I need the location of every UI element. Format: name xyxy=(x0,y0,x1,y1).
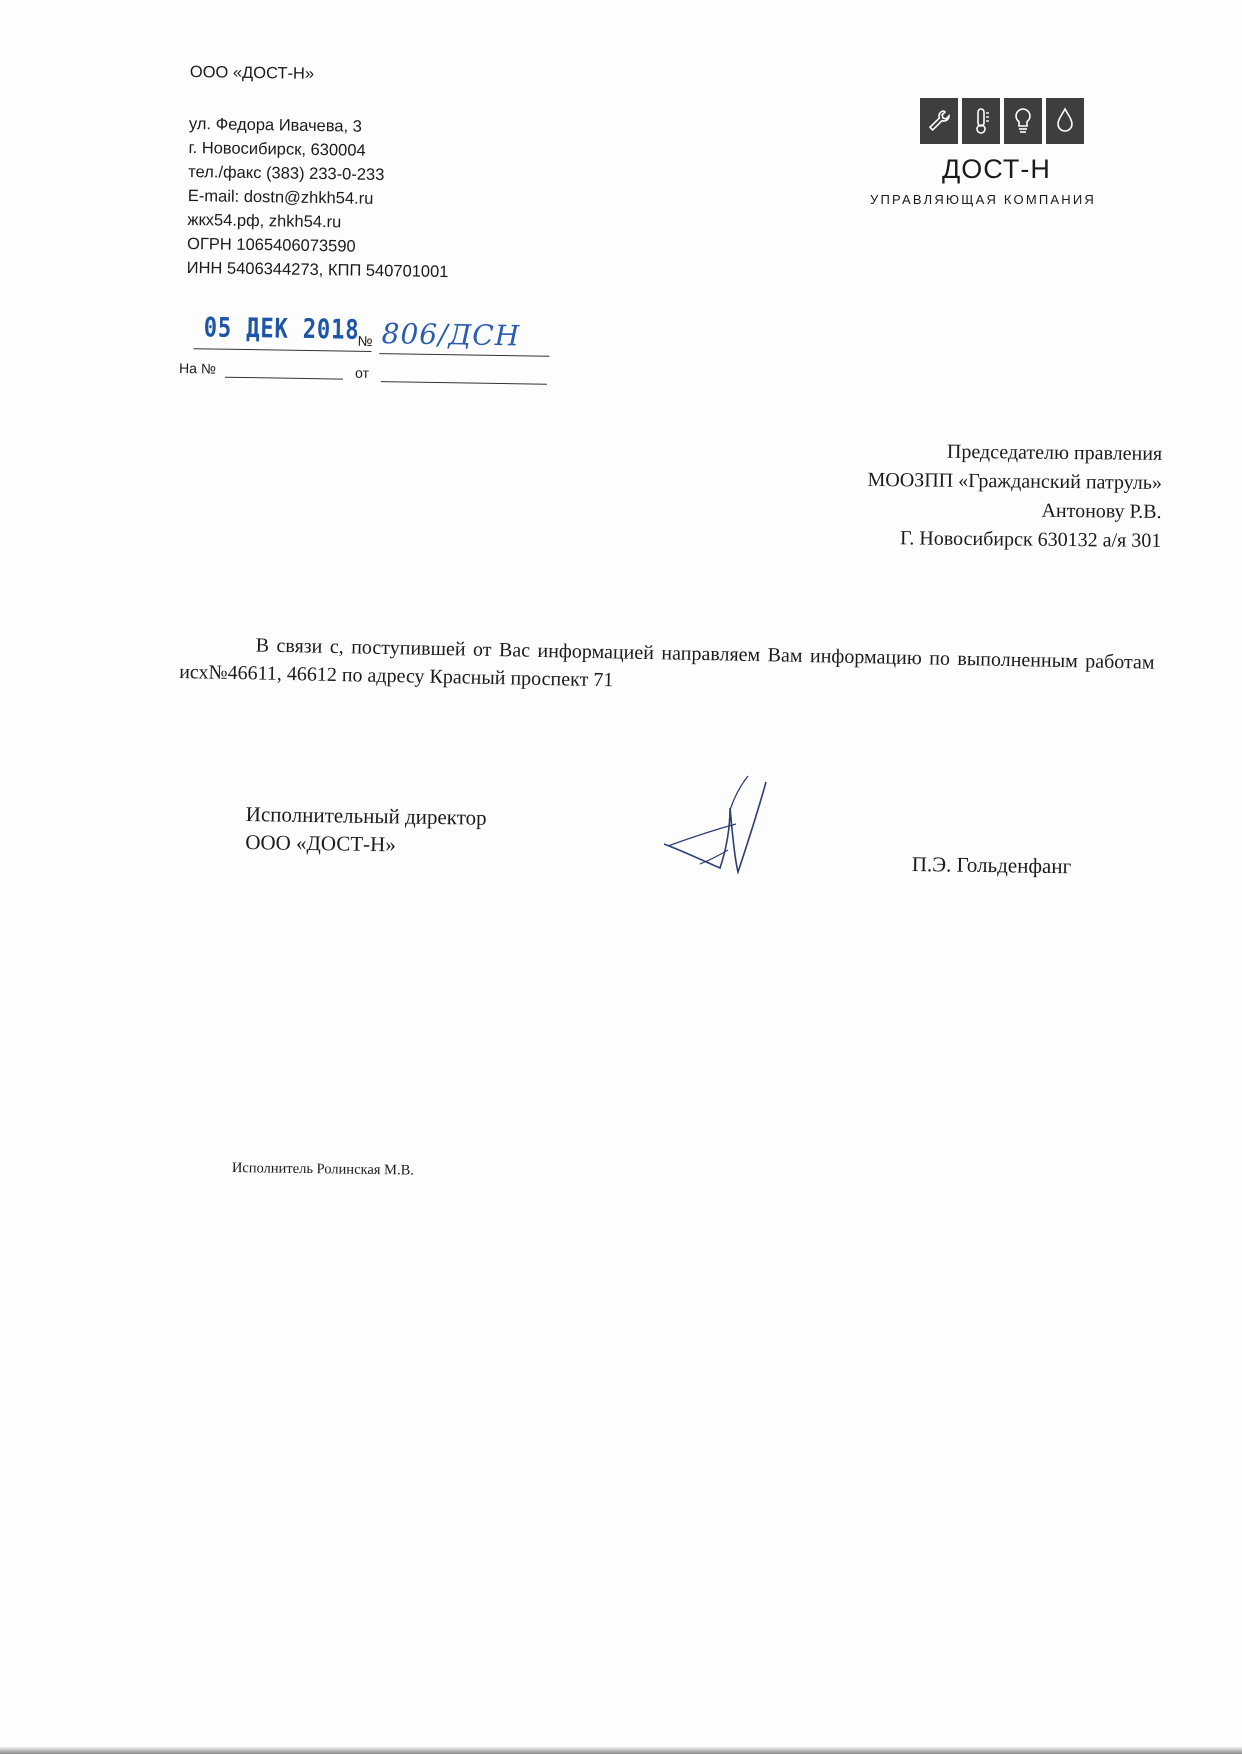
thermometer-icon xyxy=(962,98,1000,144)
date-stamp: 05 ДЕК 2018 xyxy=(203,312,360,346)
number-underline xyxy=(379,353,549,357)
number-label: № xyxy=(357,332,373,350)
addressee-line: Председателю правления xyxy=(946,440,1162,465)
company-logo xyxy=(870,98,1150,218)
logo-subtitle: УПРАВЛЯЮЩАЯ КОМПАНИЯ xyxy=(870,192,1097,207)
logo-tiles xyxy=(920,98,1084,144)
sender-line: ИНН 5406344273, КПП 540701001 xyxy=(186,258,449,282)
sender-company: ООО «ДОСТ-Н» xyxy=(189,62,315,83)
reply-to-label: На № xyxy=(178,359,217,377)
reply-to-blank xyxy=(225,377,343,380)
addressee-line: Г. Новосибирск 630132 а/я 301 xyxy=(899,527,1162,552)
from-label: от xyxy=(354,364,370,381)
sender-block xyxy=(187,60,452,284)
scan-edge-shadow xyxy=(0,1746,1242,1754)
lightbulb-icon xyxy=(1004,98,1042,144)
water-drop-icon xyxy=(1046,98,1084,144)
logo-name: ДОСТ-Н xyxy=(942,154,1051,184)
addressee-line: МООЗПП «Гражданский патруль» xyxy=(867,468,1162,494)
position-line: Исполнительный директор xyxy=(245,801,487,830)
executor-note: Исполнитель Ролинская М.В. xyxy=(231,1160,415,1179)
date-underline xyxy=(193,348,371,352)
letter-body: В связи с, поступившей от Вас информацией направляем Вам информацию по выполненным работам исх№46611, 46612 по адресу Красный проспект 71 xyxy=(178,634,1155,692)
handwritten-signature xyxy=(660,768,790,893)
sender-line: тел./факс (383) 233-0-233 xyxy=(188,162,385,185)
from-blank xyxy=(381,381,547,385)
sender-line: жкх54.рф, zhkh54.ru xyxy=(187,210,342,232)
sender-line: ул. Федора Ивачева, 3 xyxy=(188,114,363,136)
sender-line: г. Новосибирск, 630004 xyxy=(188,138,366,160)
signer-name: П.Э. Гольденфанг xyxy=(911,852,1072,879)
addressee-line: Антонову Р.В. xyxy=(1041,499,1162,523)
signatory-position xyxy=(245,800,487,860)
outgoing-reference xyxy=(179,312,560,398)
outgoing-number: 806/ДСН xyxy=(381,317,521,353)
sender-line: E-mail: dostn@zhkh54.ru xyxy=(187,186,374,208)
addressee-block xyxy=(866,437,1162,556)
position-line: ООО «ДОСТ-Н» xyxy=(245,829,397,857)
sender-line: ОГРН 1065406073590 xyxy=(186,234,356,256)
wrench-icon xyxy=(920,98,958,144)
